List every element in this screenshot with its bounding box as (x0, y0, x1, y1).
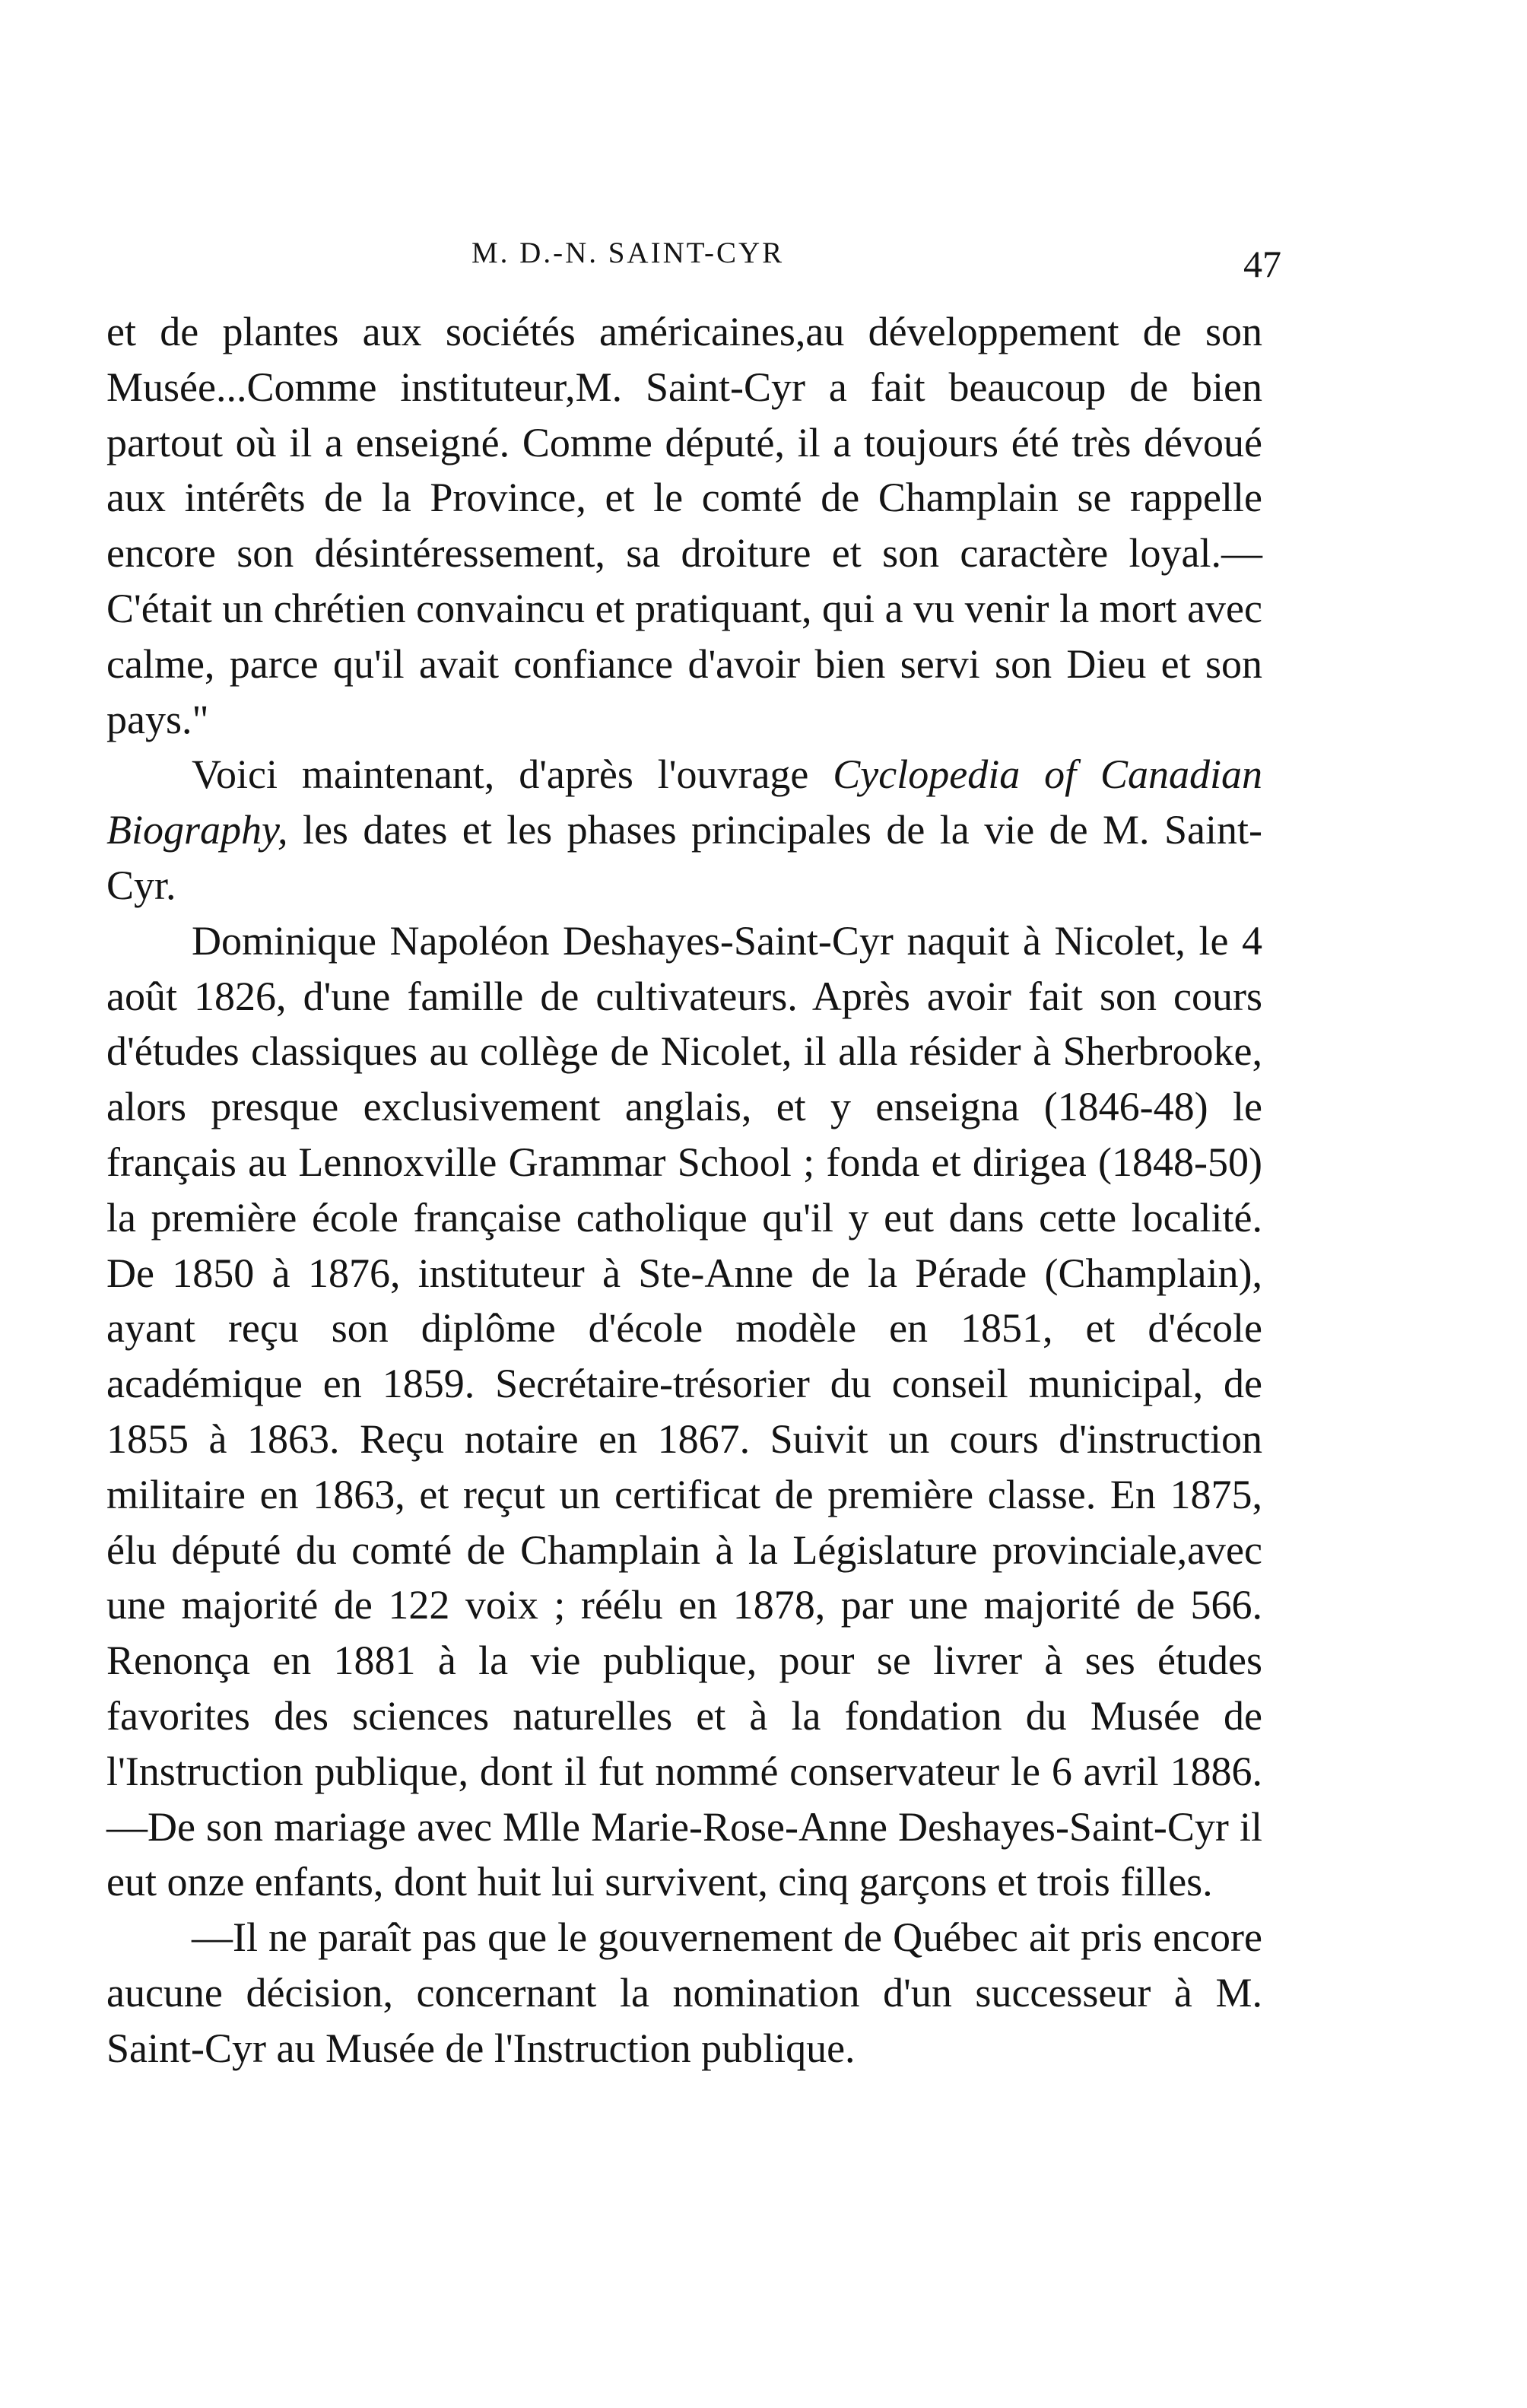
paragraph-2-rest: les dates et les phases principales de la vie de M. Saint-Cyr. (106, 807, 1262, 908)
paragraph-2 (106, 747, 1262, 913)
book-title: Cyclopedia of Canadian Biography, (106, 751, 1262, 853)
running-title: M. D.-N. SAINT-CYR (471, 237, 785, 269)
body-text (106, 304, 1262, 2076)
page-number: 47 (1243, 243, 1281, 285)
paragraph-4: —Il ne paraît pas que le gouvernement de Québec ait pris encore aucune décision, concernant la nomination d'un successeur à M. Saint-Cyr au Musée de l'Instruction publique. (106, 1914, 1262, 2071)
paragraph-3: Dominique Napoléon Deshayes-Saint-Cyr naquit à Nicolet, le 4 août 1826, d'une famille de cultivateurs. Après avoir fait son cours d'études classiques au collège de Nicolet, il alla résider à Sherbrooke, alors presque exclusivement anglais, et y enseigna (1846-48) le français au Lennoxville Grammar School ; fonda et dirigea (1848-50) la première école française catholique qu'il y eut dans cette localité. De 1850 à 1876, instituteur à Ste-Anne de la Pérade (Champlain), ayant reçu son diplôme d'école modèle en 1851, et d'école académique en 1859. Secrétaire-trésorier du conseil municipal, de 1855 à 1863. Reçu notaire en 1867. Suivit un cours d'instruction militaire en 1863, et reçut un certificat de première classe. En 1875, élu député du comté de Champlain à la Législature provinciale,avec une majorité de 122 voix ; réélu en 1878, par une majorité de 566. Renonça en 1881 à la vie publique, pour se livrer à ses études favorites des sciences naturelles et à la fondation du Musée de l'Instruction publique, dont il fut nommé conservateur le 6 avril 1886.—De son mariage avec Mlle Marie-Rose-Anne Deshayes-Saint-Cyr il eut onze enfants, dont huit lui survivent, cinq garçons et trois filles. (106, 917, 1262, 1905)
paragraph-1: et de plantes aux sociétés américaines,au développement de son Musée...Comme instituteur,M. Saint-Cyr a fait beaucoup de bien partout où il a enseigné. Comme député, il a toujours été très dévoué aux intérêts de la Province, et le comté de Champlain se rappelle encore son désintéressement, sa droiture et son caractère loyal.—C'était un chrétien convaincu et pratiquant, qui a vu venir la mort avec calme, parce qu'il avait confiance d'avoir bien servi son Dieu et son pays." (106, 309, 1262, 742)
paragraph-2-lead: Voici maintenant, d'après l'ouvrage (192, 751, 833, 798)
